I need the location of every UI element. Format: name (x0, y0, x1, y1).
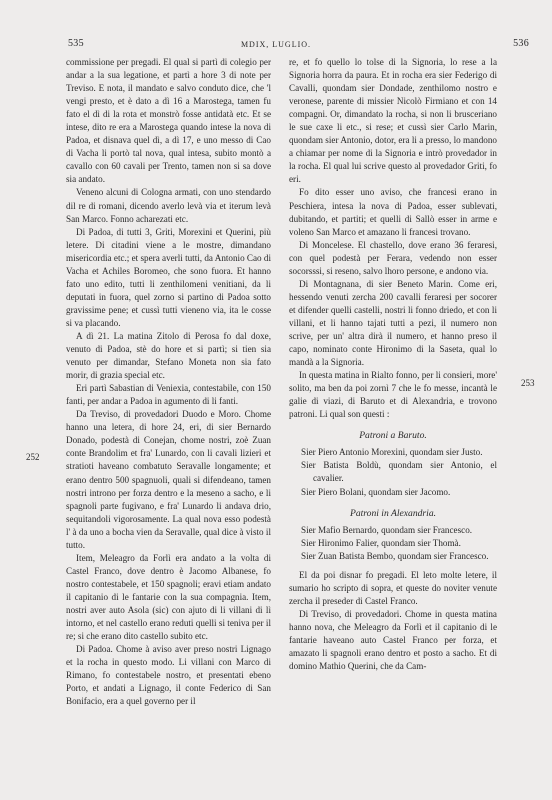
running-title: MDIX, LUGLIO. (240, 40, 312, 49)
paragraph: El da poi disnar fo pregadi. El leto molte letere, il sumario ho scripto di sopra, et queste do noviter venute zercha il preseder di Castel Franco. (289, 569, 497, 606)
paragraph: Eri partì Sabastian di Veniexia, contestabile, con 150 fanti, per andar a Padoa in agumento di li fanti. (66, 383, 271, 407)
page-number-right: 536 (513, 38, 529, 49)
paragraph: Di Treviso, di provedadori. Chome in questa matina hanno nova, che Meleagro da Forlì et il capitanio di le fantarie haveano auto Castel Franco per forza, et amazato li spagnoli erano dentro et posto a sacho. Et di domino Mathio Querini, che da Cam- (289, 608, 497, 672)
list-item: Sier Piero Antonio Morexini, quondam sier Justo. (301, 447, 483, 458)
paragraph: re, et fo quello lo tolse di la Signoria, lo rese a la Signoria horra da paura. Et in rocha era sier Federigo di Cavalli, quondam sier Dondade, zenthilomo nostro e veronese, parente di missier Nicolò Firmiano et con 14 compagni. Or, dimandato la rocha, si non li brusceriano le sue caxe li etc., si rese; et cussì sier Carlo Marin, quondam sier Antonio, dotor, era li a presso, lo mandono a chiamar per nome di la Signoria e intrò provedador in la rocha. El qual lui scrive questo al provedador Griti, fo eri. (289, 57, 497, 185)
paragraph: Di Padoa. Chome à aviso aver preso nostri Lignago et la rocha in questo modo. Li villani con Marco di Rimano, fo contestabele nostro, et presentati ebeno Porto, et andati a Lignago, il conte Federico di San Bonifacio, era a quel governo per il (66, 644, 271, 707)
paragraph: Veneno alcuni di Cologna armati, con uno stendardo dil re di romani, dicendo averlo levà via et iterum levà San Marco. Fonno acharezati etc. (66, 187, 271, 224)
list-item: Sier Mafio Bernardo, quondam sier Francesco. (301, 524, 473, 535)
page-number-left: 535 (68, 38, 84, 49)
paragraph: In questa matina in Rialto fonno, per li consieri, more' solito, ma ben da poi zornì 7 che le fo messe, incantà le galie di viazi, di Baruto et di Alexandria, e trovono patroni. Li qual son questi : (289, 370, 497, 420)
list-item: Sier Hironimo Falier, quondam sier Thomà. (301, 537, 461, 548)
paragraph: Fo dito esser uno aviso, che francesi erano in Peschiera, intesa la nova di Padoa, esser sublevati, dubitando, et partiti; et quelli di Sallò esser in arme e voleno San Marco et amazano li francesi trovano. (289, 187, 497, 237)
paragraph: A dì 21. La matina Zitolo di Perosa fo dal doxe, venuto di Padoa, stè do hore et si partì; si tien sia venuto per dimandar, Stefano Moneta non sia fato morir, di grazia special etc. (66, 330, 271, 381)
left-column (66, 56, 271, 708)
paragraph: Item, Meleagro da Forlì era andato a la volta di Castel Franco, dove dentro è Jacomo Albanese, fo nostro contestabele, et 150 spagnoli; eravi etiam andato il capitanio di le fantarie con la sua compagnia. Item, nostri aver auto Asola (sic) con ajuto di li villani di lì intorno, et nel castello erano reduti quelli si teniva per il re; si che erano dito castello subito etc. (66, 552, 271, 642)
section-heading: Patroni in Alexandria. (349, 507, 437, 519)
list-item: Sier Zuan Batista Bembo, quondam sier Francesco. (301, 550, 489, 561)
section-heading: Patroni a Baruto. (359, 430, 427, 442)
paragraph: Di Moncelese. El chastello, dove erano 36 feraresi, con quel podestà per Ferara, vedendo non esser socorsssi, si reseno, salvo lhoro persone, e andono via. (289, 239, 497, 276)
margin-note-right: 253 (521, 378, 535, 388)
list-item: Sier Piero Bolani, quondam sier Jacomo. (301, 486, 451, 497)
paragraph: Di Padoa, di tutti 3, Griti, Morexini et Querini, più letere. Di citadini viene a le mostre, dimandano misericordia etc.; et spera averli tutti, da Antonio Cao di Vacha et Achiles Boromeo, che sono fuora. Et hanno fato uno edito, tutti li zenthilomeni venitiani, da li deputati in fuora, quel zorno si partino di Padoa sotto gravissime pene; et cussì tutti vieneno via, ita le cosse si va placando. (66, 226, 271, 328)
paragraph: Da Treviso, di provedadori Duodo e Moro. Chome hanno una letera, di hore 24, eri, di sier Bernardo Donado, podestà di Conejan, chome nostri, zoè Zuan conte Brandolim et fra' Lunardo, con li cavali lizieri et stratioti haveano combatuto Seravalle longamente; et erano dentro 500 spagnuoli, quali si difendeano, tamen nostri introno per forza dentro e la meseno a sacho, e li spagnoli parte fugivano, e fra' Lunardo li andava drio, sequitandoli vigorosamente. La qual nova esso podestà l' à da uno a bocha vien da Seravalle, qual dice à visto il tutto. (66, 409, 271, 550)
right-column (289, 56, 497, 673)
paragraph: Di Montagnana, di sier Beneto Marin. Come eri, hessendo venuti zercha 200 cavalli feraresi per socorer et difender quelli castelli, nostri li fonno driedo, et con li villani, et li hanno tajati tutti a pezi, il numero non scrive, per un' altra dirà il numero, et hanno preso il capo, nominato conte Hironimo di la Saseta, qual lo mandà a la Signoria. (289, 278, 497, 368)
list-item: Sier Batista Boldù, quondam sier Antonio, el cavalier. (301, 460, 497, 484)
paragraph: commissione per pregadi. El qual si partì di colegio per andar a la sua legatione, et partì a hore 3 di note per Treviso. E nota, il mandato e salvo conduto dice, che 'l vengi presto, et è dato a dì 16 a Marostega, tamen fu fato el dì di la rota et monstrò fosse antidatà etc. Et se intese, dito re era a Marostega quando intese la nova di Padoa, et disnava quel dì, a dì 17, e uno messo di Cao di Vacha li portò tal nova, qual intesa, subito montò a cavallo con 60 cavali per Trento, tamen non si sa dove sia andato. (66, 57, 271, 185)
margin-note-left: 252 (26, 452, 40, 462)
